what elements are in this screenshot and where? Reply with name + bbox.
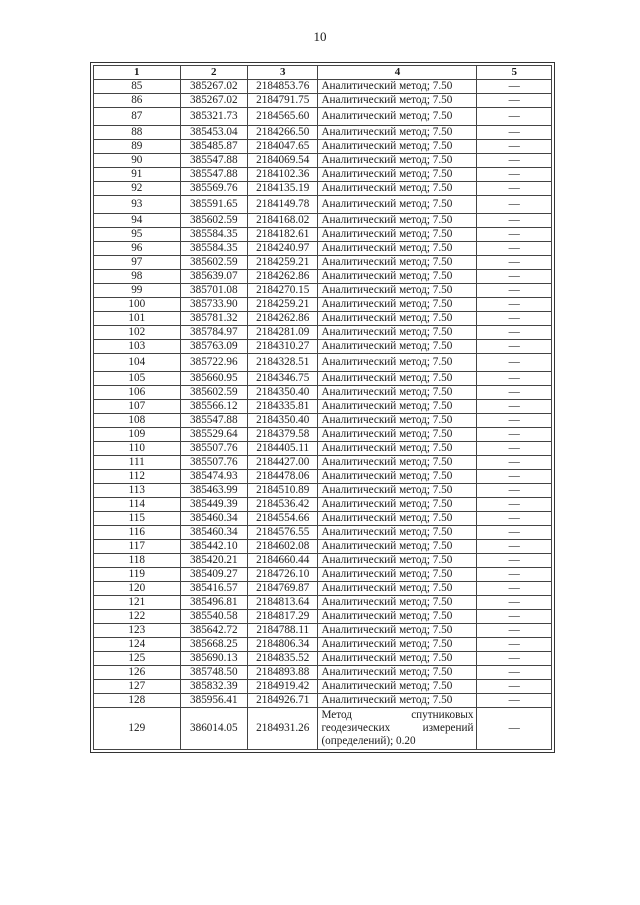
method-cell: Аналитический метод; 7.50 — [318, 512, 477, 526]
note-cell: — — [477, 228, 552, 242]
method-cell: Аналитический метод; 7.50 — [318, 484, 477, 498]
point-number-cell: 125 — [94, 652, 181, 666]
point-number-cell: 89 — [94, 140, 181, 154]
note-cell: — — [477, 256, 552, 270]
point-number-cell: 112 — [94, 470, 181, 484]
x-coordinate-cell: 385267.02 — [180, 80, 247, 94]
x-coordinate-cell: 385485.87 — [180, 140, 247, 154]
point-number-cell: 129 — [94, 708, 181, 750]
y-coordinate-cell: 2184182.61 — [248, 228, 318, 242]
y-coordinate-cell: 2184576.55 — [248, 526, 318, 540]
x-coordinate-cell: 385496.81 — [180, 596, 247, 610]
method-cell: Аналитический метод; 7.50 — [318, 312, 477, 326]
method-cell: Аналитический метод; 7.50 — [318, 638, 477, 652]
point-number-cell: 87 — [94, 108, 181, 126]
point-number-cell: 85 — [94, 80, 181, 94]
column-header: 2 — [180, 66, 247, 80]
method-cell: Аналитический метод; 7.50 — [318, 270, 477, 284]
method-cell: Аналитический метод; 7.50 — [318, 652, 477, 666]
table-row — [94, 414, 552, 428]
point-number-cell: 91 — [94, 168, 181, 182]
x-coordinate-cell: 385420.21 — [180, 554, 247, 568]
y-coordinate-cell: 2184660.44 — [248, 554, 318, 568]
x-coordinate-cell: 385569.76 — [180, 182, 247, 196]
method-cell: Аналитический метод; 7.50 — [318, 140, 477, 154]
table-row — [94, 340, 552, 354]
note-cell: — — [477, 94, 552, 108]
point-number-cell: 103 — [94, 340, 181, 354]
note-cell: — — [477, 400, 552, 414]
note-cell: — — [477, 652, 552, 666]
point-number-cell: 108 — [94, 414, 181, 428]
column-header: 4 — [318, 66, 477, 80]
method-cell: Аналитический метод; 7.50 — [318, 242, 477, 256]
method-cell: Аналитический метод; 7.50 — [318, 680, 477, 694]
table-row — [94, 708, 552, 750]
y-coordinate-cell: 2184806.34 — [248, 638, 318, 652]
point-number-cell: 93 — [94, 196, 181, 214]
y-coordinate-cell: 2184328.51 — [248, 354, 318, 372]
x-coordinate-cell: 385547.88 — [180, 414, 247, 428]
x-coordinate-cell: 385701.08 — [180, 284, 247, 298]
note-cell: — — [477, 610, 552, 624]
table-row — [94, 624, 552, 638]
point-number-cell: 114 — [94, 498, 181, 512]
y-coordinate-cell: 2184102.36 — [248, 168, 318, 182]
x-coordinate-cell: 385442.10 — [180, 540, 247, 554]
y-coordinate-cell: 2184281.09 — [248, 326, 318, 340]
x-coordinate-cell: 385460.34 — [180, 526, 247, 540]
x-coordinate-cell: 385449.39 — [180, 498, 247, 512]
method-cell: Аналитический метод; 7.50 — [318, 354, 477, 372]
column-header: 5 — [477, 66, 552, 80]
table-row — [94, 568, 552, 582]
note-cell: — — [477, 512, 552, 526]
table-row — [94, 694, 552, 708]
page-number: 10 — [313, 29, 327, 44]
method-cell: Аналитический метод; 7.50 — [318, 624, 477, 638]
x-coordinate-cell: 385474.93 — [180, 470, 247, 484]
method-cell: Аналитический метод; 7.50 — [318, 554, 477, 568]
y-coordinate-cell: 2184262.86 — [248, 270, 318, 284]
method-cell: Аналитический метод; 7.50 — [318, 154, 477, 168]
x-coordinate-cell: 385781.32 — [180, 312, 247, 326]
note-cell: — — [477, 326, 552, 340]
note-cell: — — [477, 168, 552, 182]
y-coordinate-cell: 2184813.64 — [248, 596, 318, 610]
note-cell: — — [477, 568, 552, 582]
y-coordinate-cell: 2184791.75 — [248, 94, 318, 108]
note-cell: — — [477, 428, 552, 442]
point-number-cell: 107 — [94, 400, 181, 414]
table-row — [94, 298, 552, 312]
x-coordinate-cell: 385602.59 — [180, 386, 247, 400]
method-cell: Аналитический метод; 7.50 — [318, 386, 477, 400]
method-cell: Аналитический метод; 7.50 — [318, 414, 477, 428]
y-coordinate-cell: 2184565.60 — [248, 108, 318, 126]
note-cell: — — [477, 270, 552, 284]
point-number-cell: 99 — [94, 284, 181, 298]
y-coordinate-cell: 2184769.87 — [248, 582, 318, 596]
method-cell: Аналитический метод; 7.50 — [318, 340, 477, 354]
x-coordinate-cell: 385321.73 — [180, 108, 247, 126]
note-cell: — — [477, 196, 552, 214]
method-cell: Аналитический метод; 7.50 — [318, 196, 477, 214]
y-coordinate-cell: 2184379.58 — [248, 428, 318, 442]
header-row — [94, 66, 552, 80]
table-row — [94, 372, 552, 386]
table-row — [94, 108, 552, 126]
table-row — [94, 554, 552, 568]
y-coordinate-cell: 2184602.08 — [248, 540, 318, 554]
point-number-cell: 106 — [94, 386, 181, 400]
y-coordinate-cell: 2184919.42 — [248, 680, 318, 694]
point-number-cell: 98 — [94, 270, 181, 284]
note-cell: — — [477, 340, 552, 354]
note-cell: — — [477, 354, 552, 372]
method-cell: Метод спутниковых геодезических измерений (определений); 0.20 — [318, 708, 477, 750]
method-cell: Аналитический метод; 7.50 — [318, 568, 477, 582]
table-row — [94, 666, 552, 680]
point-number-cell: 92 — [94, 182, 181, 196]
y-coordinate-cell: 2184350.40 — [248, 414, 318, 428]
point-number-cell: 126 — [94, 666, 181, 680]
x-coordinate-cell: 385547.88 — [180, 154, 247, 168]
x-coordinate-cell: 385722.96 — [180, 354, 247, 372]
table-row — [94, 312, 552, 326]
table-row — [94, 652, 552, 666]
x-coordinate-cell: 385540.58 — [180, 610, 247, 624]
note-cell: — — [477, 154, 552, 168]
method-cell: Аналитический метод; 7.50 — [318, 610, 477, 624]
y-coordinate-cell: 2184346.75 — [248, 372, 318, 386]
note-cell: — — [477, 80, 552, 94]
x-coordinate-cell: 385463.99 — [180, 484, 247, 498]
point-number-cell: 111 — [94, 456, 181, 470]
y-coordinate-cell: 2184259.21 — [248, 256, 318, 270]
note-cell: — — [477, 242, 552, 256]
y-coordinate-cell: 2184788.11 — [248, 624, 318, 638]
x-coordinate-cell: 385956.41 — [180, 694, 247, 708]
note-cell: — — [477, 484, 552, 498]
point-number-cell: 115 — [94, 512, 181, 526]
point-number-cell: 124 — [94, 638, 181, 652]
table-row — [94, 284, 552, 298]
y-coordinate-cell: 2184335.81 — [248, 400, 318, 414]
y-coordinate-cell: 2184350.40 — [248, 386, 318, 400]
table-row — [94, 456, 552, 470]
table-row — [94, 400, 552, 414]
note-cell: — — [477, 284, 552, 298]
method-cell: Аналитический метод; 7.50 — [318, 80, 477, 94]
y-coordinate-cell: 2184817.29 — [248, 610, 318, 624]
y-coordinate-cell: 2184262.86 — [248, 312, 318, 326]
table-row — [94, 680, 552, 694]
point-number-cell: 123 — [94, 624, 181, 638]
method-cell: Аналитический метод; 7.50 — [318, 126, 477, 140]
column-header: 3 — [248, 66, 318, 80]
table-row — [94, 470, 552, 484]
method-cell: Аналитический метод; 7.50 — [318, 298, 477, 312]
table-row — [94, 526, 552, 540]
table-row — [94, 214, 552, 228]
y-coordinate-cell: 2184069.54 — [248, 154, 318, 168]
method-cell: Аналитический метод; 7.50 — [318, 526, 477, 540]
note-cell: — — [477, 414, 552, 428]
note-cell: — — [477, 526, 552, 540]
note-cell: — — [477, 666, 552, 680]
table-row — [94, 94, 552, 108]
method-cell: Аналитический метод; 7.50 — [318, 470, 477, 484]
point-number-cell: 88 — [94, 126, 181, 140]
note-cell: — — [477, 386, 552, 400]
table-body — [94, 80, 552, 750]
note-cell: — — [477, 498, 552, 512]
method-cell: Аналитический метод; 7.50 — [318, 428, 477, 442]
x-coordinate-cell: 385547.88 — [180, 168, 247, 182]
table-row — [94, 126, 552, 140]
y-coordinate-cell: 2184270.15 — [248, 284, 318, 298]
note-cell: — — [477, 312, 552, 326]
x-coordinate-cell: 385267.02 — [180, 94, 247, 108]
note-cell: — — [477, 624, 552, 638]
y-coordinate-cell: 2184510.89 — [248, 484, 318, 498]
note-cell: — — [477, 140, 552, 154]
method-cell: Аналитический метод; 7.50 — [318, 256, 477, 270]
point-number-cell: 102 — [94, 326, 181, 340]
table-row — [94, 270, 552, 284]
method-cell: Аналитический метод; 7.50 — [318, 694, 477, 708]
method-cell: Аналитический метод; 7.50 — [318, 456, 477, 470]
method-cell: Аналитический метод; 7.50 — [318, 498, 477, 512]
x-coordinate-cell: 385591.65 — [180, 196, 247, 214]
point-number-cell: 116 — [94, 526, 181, 540]
x-coordinate-cell: 385763.09 — [180, 340, 247, 354]
note-cell: — — [477, 582, 552, 596]
x-coordinate-cell: 385507.76 — [180, 456, 247, 470]
method-cell: Аналитический метод; 7.50 — [318, 582, 477, 596]
table-row — [94, 442, 552, 456]
x-coordinate-cell: 385784.97 — [180, 326, 247, 340]
method-cell: Аналитический метод; 7.50 — [318, 596, 477, 610]
note-cell: — — [477, 708, 552, 750]
table-row — [94, 354, 552, 372]
note-cell: — — [477, 442, 552, 456]
note-cell: — — [477, 108, 552, 126]
y-coordinate-cell: 2184240.97 — [248, 242, 318, 256]
method-cell: Аналитический метод; 7.50 — [318, 94, 477, 108]
method-cell: Аналитический метод; 7.50 — [318, 326, 477, 340]
note-cell: — — [477, 638, 552, 652]
note-cell: — — [477, 214, 552, 228]
x-coordinate-cell: 385584.35 — [180, 242, 247, 256]
method-cell: Аналитический метод; 7.50 — [318, 108, 477, 126]
y-coordinate-cell: 2184427.00 — [248, 456, 318, 470]
coordinates-table — [93, 65, 552, 750]
method-cell: Аналитический метод; 7.50 — [318, 228, 477, 242]
y-coordinate-cell: 2184835.52 — [248, 652, 318, 666]
point-number-cell: 104 — [94, 354, 181, 372]
point-number-cell: 118 — [94, 554, 181, 568]
note-cell: — — [477, 540, 552, 554]
table-row — [94, 498, 552, 512]
table-row — [94, 326, 552, 340]
point-number-cell: 128 — [94, 694, 181, 708]
table-row — [94, 610, 552, 624]
point-number-cell: 110 — [94, 442, 181, 456]
column-header: 1 — [94, 66, 181, 80]
note-cell: — — [477, 554, 552, 568]
point-number-cell: 96 — [94, 242, 181, 256]
method-cell: Аналитический метод; 7.50 — [318, 214, 477, 228]
table-row — [94, 228, 552, 242]
note-cell: — — [477, 596, 552, 610]
method-cell: Аналитический метод; 7.50 — [318, 540, 477, 554]
y-coordinate-cell: 2184047.65 — [248, 140, 318, 154]
table-row — [94, 596, 552, 610]
method-cell: Аналитический метод; 7.50 — [318, 168, 477, 182]
x-coordinate-cell: 385460.34 — [180, 512, 247, 526]
x-coordinate-cell: 385690.13 — [180, 652, 247, 666]
point-number-cell: 113 — [94, 484, 181, 498]
y-coordinate-cell: 2184893.88 — [248, 666, 318, 680]
x-coordinate-cell: 385602.59 — [180, 256, 247, 270]
y-coordinate-cell: 2184536.42 — [248, 498, 318, 512]
point-number-cell: 100 — [94, 298, 181, 312]
table-row — [94, 428, 552, 442]
table-row — [94, 484, 552, 498]
y-coordinate-cell: 2184149.78 — [248, 196, 318, 214]
x-coordinate-cell: 385660.95 — [180, 372, 247, 386]
x-coordinate-cell: 385409.27 — [180, 568, 247, 582]
table-row — [94, 154, 552, 168]
method-cell: Аналитический метод; 7.50 — [318, 372, 477, 386]
point-number-cell: 101 — [94, 312, 181, 326]
y-coordinate-cell: 2184135.19 — [248, 182, 318, 196]
coordinates-table-frame — [90, 62, 555, 753]
y-coordinate-cell: 2184931.26 — [248, 708, 318, 750]
point-number-cell: 97 — [94, 256, 181, 270]
table-row — [94, 242, 552, 256]
note-cell: — — [477, 456, 552, 470]
table-row — [94, 638, 552, 652]
method-cell: Аналитический метод; 7.50 — [318, 182, 477, 196]
note-cell: — — [477, 182, 552, 196]
y-coordinate-cell: 2184726.10 — [248, 568, 318, 582]
table-row — [94, 80, 552, 94]
y-coordinate-cell: 2184853.76 — [248, 80, 318, 94]
point-number-cell: 117 — [94, 540, 181, 554]
table-row — [94, 386, 552, 400]
table-row — [94, 540, 552, 554]
table-row — [94, 168, 552, 182]
point-number-cell: 122 — [94, 610, 181, 624]
x-coordinate-cell: 385748.50 — [180, 666, 247, 680]
note-cell: — — [477, 298, 552, 312]
point-number-cell: 90 — [94, 154, 181, 168]
y-coordinate-cell: 2184168.02 — [248, 214, 318, 228]
point-number-cell: 95 — [94, 228, 181, 242]
x-coordinate-cell: 385529.64 — [180, 428, 247, 442]
x-coordinate-cell: 385832.39 — [180, 680, 247, 694]
x-coordinate-cell: 385507.76 — [180, 442, 247, 456]
table-row — [94, 256, 552, 270]
note-cell: — — [477, 372, 552, 386]
y-coordinate-cell: 2184554.66 — [248, 512, 318, 526]
point-number-cell: 86 — [94, 94, 181, 108]
x-coordinate-cell: 385668.25 — [180, 638, 247, 652]
y-coordinate-cell: 2184478.06 — [248, 470, 318, 484]
method-cell: Аналитический метод; 7.50 — [318, 442, 477, 456]
table-row — [94, 512, 552, 526]
x-coordinate-cell: 385642.72 — [180, 624, 247, 638]
note-cell: — — [477, 680, 552, 694]
note-cell: — — [477, 470, 552, 484]
note-cell: — — [477, 694, 552, 708]
x-coordinate-cell: 385584.35 — [180, 228, 247, 242]
y-coordinate-cell: 2184405.11 — [248, 442, 318, 456]
table-row — [94, 140, 552, 154]
point-number-cell: 120 — [94, 582, 181, 596]
method-cell: Аналитический метод; 7.50 — [318, 284, 477, 298]
y-coordinate-cell: 2184259.21 — [248, 298, 318, 312]
x-coordinate-cell: 385602.59 — [180, 214, 247, 228]
point-number-cell: 121 — [94, 596, 181, 610]
table-row — [94, 582, 552, 596]
point-number-cell: 109 — [94, 428, 181, 442]
x-coordinate-cell: 386014.05 — [180, 708, 247, 750]
point-number-cell: 119 — [94, 568, 181, 582]
x-coordinate-cell: 385416.57 — [180, 582, 247, 596]
y-coordinate-cell: 2184310.27 — [248, 340, 318, 354]
x-coordinate-cell: 385566.12 — [180, 400, 247, 414]
point-number-cell: 94 — [94, 214, 181, 228]
table-row — [94, 196, 552, 214]
x-coordinate-cell: 385453.04 — [180, 126, 247, 140]
x-coordinate-cell: 385733.90 — [180, 298, 247, 312]
x-coordinate-cell: 385639.07 — [180, 270, 247, 284]
table-row — [94, 182, 552, 196]
method-cell: Аналитический метод; 7.50 — [318, 400, 477, 414]
method-cell: Аналитический метод; 7.50 — [318, 666, 477, 680]
point-number-cell: 105 — [94, 372, 181, 386]
y-coordinate-cell: 2184266.50 — [248, 126, 318, 140]
point-number-cell: 127 — [94, 680, 181, 694]
note-cell: — — [477, 126, 552, 140]
y-coordinate-cell: 2184926.71 — [248, 694, 318, 708]
